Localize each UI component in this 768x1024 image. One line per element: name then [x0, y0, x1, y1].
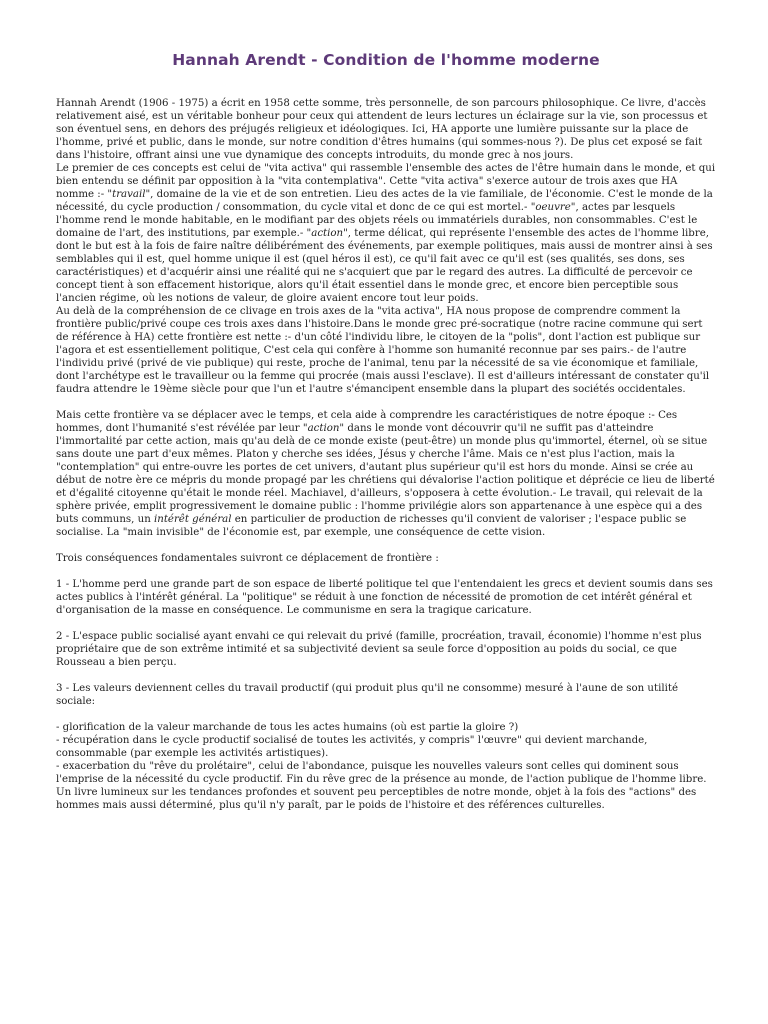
text-run: ", domaine de la vie et de son entretien. Lieu des actes de la vie familiale, de l'économie. C'est le monde de la nécessité, du cycle production / consommation, du cycle vital et donc de ce qui est mortel.- "	[56, 189, 713, 213]
paragraph-conclusion: Un livre lumineux sur les tendances profondes et souvent peu perceptibles de notre monde, objet à la fois des "actions" des hommes mais aussi déterminé, plus qu'il n'y paraît, par le poids de l'histoire et des références culturelles.	[56, 787, 697, 811]
paragraph-consequence-3: 3 - Les valeurs deviennent celles du travail productif (qui produit plus qu'il ne consomme) mesuré à l'aune de son utilité sociale:	[56, 683, 678, 707]
term-travail: travail	[112, 189, 146, 200]
list-item: - récupération dans le cycle productif socialisé de toutes les activités, y compris" l'œuvre" qui devient marchande, consommable (par exemple les activités artistiques).	[56, 735, 648, 759]
paragraph-frontiere: Au delà de la compréhension de ce clivage en trois axes de la "vita activa", HA nous propose de comprendre comment la frontière public/privé coupe ces trois axes dans l'histoire.Dans le monde grec pré-socratique (notre racine commune qui sert de référence à HA) cette frontière est nette :- d'un côté l'individu libre, le citoyen de la "polis", dont l'action est publique sur l'agora et est essentiellement politique, C'est cela qui confère à l'homme son humanité reconnue par ses pairs.- de l'autre l'individu privé (privé de vie publique) qui reste, proche de l'animal, tenu par la nécessité de sa vie économique et familiale, dont l'archétype est le travailleur ou la femme qui procrée (mais aussi l'esclave). Il est d'ailleurs intéressant de constater qu'il faudra attendre le 19ème siècle pour que l'un et l'autre s'émancipent ensemble dans la plupart des sociétés occidentales.	[56, 306, 710, 395]
spacer	[56, 539, 716, 552]
spacer	[56, 565, 716, 578]
spacer	[56, 396, 716, 409]
term-action: action	[311, 228, 344, 239]
text-run: " dans le monde vont découvrir qu'il ne suffit pas d'atteindre l'immortalité par cette action, mais qu'au delà de ce monde existe (peut-être) un monde plus qu'immortel, éternel, où se situe sans doute une part d'eux mêmes. Platon y cherche ses idées, Jésus y cherche l'âme. Mais ce n'est plus l'action, mais la "contemplation" qui entre-ouvre les portes de cet univers, d'autant plus supérieur qu'il est hors du monde. Ainsi se crée au début de notre ère ce mépris du monde propagé par les chrétiens qui dévalorise l'action politique et déprécie ce lieu de liberté et d'égalité citoyenne qu'était le monde réel. Machiavel, d'ailleurs, s'opposera à cette évolution.- Le travail, qui relevait de la sphère privée, emplit progressivement le domaine public : l'homme privilégie alors son appartenance à une espèce qui a des buts communs, un	[56, 423, 715, 525]
text-run: Mais cette frontière va se déplacer avec le temps, et cela aide à comprendre les caractéristiques de notre époque :- Ces hommes, dont l'humanité s'est révélée par leur "	[56, 410, 678, 434]
text-run: en particulier de production de richesses qu'il convient de valoriser ; l'espace public se socialise. La "main invisible" de l'économie est, par exemple, une conséquence de cette vision.	[56, 514, 687, 538]
term-interet-general: intérêt général	[154, 514, 232, 525]
document-body	[56, 97, 716, 812]
paragraph-consequence-1: 1 - L'homme perd une grande part de son espace de liberté politique tel que l'entendaient les grecs et devient soumis dans ses actes publics à l'intérêt général. La "politique" se réduit à une fonction de nécessité de promotion de cet intérêt général et d'organisation de la masse en conséquence. Le communisme en sera la tragique caricature.	[56, 579, 713, 616]
term-oeuvre: oeuvre	[535, 202, 571, 213]
text-run: Le premier de ces concepts est celui de "vita activa" qui rassemble l'ensemble des actes de l'être humain dans le monde, et qui bien entendu se définit par opposition à la "vita contemplativa". Cette "vita activa" s'exerce autour de trois axes que HA nomme :- "	[56, 163, 716, 200]
text-run: ", terme délicat, qui représente l'ensemble des actes de l'homme libre, dont le but est à la fois de faire naître délibérément des événements, par exemple politiques, mais aussi de montrer ainsi à ses semblables qui il est, quel homme unique il est (quel héros il est), ce qu'il fait avec ce qu'il est (ses qualités, ses dons, ses caractéristiques) et d'acquérir ainsi une réalité qui ne s'acquiert que par le regard des autres. La difficulté de percevoir ce concept tient à son effacement historique, alors qu'il était essentiel dans le monde grec, et encore bien perceptible sous l'ancien régime, où les notions de valeur, de gloire avaient encore tout leur poids.	[56, 228, 713, 304]
spacer	[56, 708, 716, 721]
paragraph-intro: Hannah Arendt (1906 - 1975) a écrit en 1958 cette somme, très personnelle, de son parcours philosophique. Ce livre, d'accès relativement aisé, est un véritable bonheur pour ceux qui attendent de leurs lectures un éclairage sur la vie, son processus et son éventuel sens, en dehors des préjugés religieux et idéologiques. Ici, HA apporte une lumière puissante sur la place de l'homme, privé et public, dans le monde, sur notre condition d'êtres humains (qui sommes-nous ?). De plus cet exposé se fait dans l'histoire, offrant ainsi une vue dynamique des concepts introduits, du monde grec à nos jours.	[56, 98, 708, 161]
document-title: Hannah Arendt - Condition de l'homme moderne	[172, 51, 600, 69]
spacer	[56, 669, 716, 682]
paragraph-consequences-intro: Trois conséquences fondamentales suivront ce déplacement de frontière :	[56, 553, 439, 564]
paragraph-consequence-2: 2 - L'espace public socialisé ayant envahi ce qui relevait du privé (famille, procréation, travail, économie) l'homme n'est plus propriétaire que de son extrême intimité et sa subjectivité devient sa seule force d'opposition au poids du social, ce que Rousseau a bien perçu.	[56, 631, 702, 668]
list-item: - glorification de la valeur marchande de tous les actes humains (où est partie la gloire ?)	[56, 722, 519, 733]
paragraph-deplacement	[56, 409, 716, 539]
spacer	[56, 617, 716, 630]
list-item: - exacerbation du "rêve du prolétaire", celui de l'abondance, puisque les nouvelles valeurs sont celles qui dominent sous l'emprise de la nécessité du cycle productif. Fin du rêve grec de la présence au monde, de l'action publique de l'homme libre.	[56, 761, 707, 785]
term-action: action	[307, 423, 340, 434]
text-run: ", actes par lesquels l'homme rend le monde habitable, en le modifiant par des objets réels ou immatériels durables, non consommables. C'est le domaine de l'art, des institutions, par exemple.- "	[56, 202, 698, 239]
paragraph-vita-activa	[56, 162, 716, 305]
